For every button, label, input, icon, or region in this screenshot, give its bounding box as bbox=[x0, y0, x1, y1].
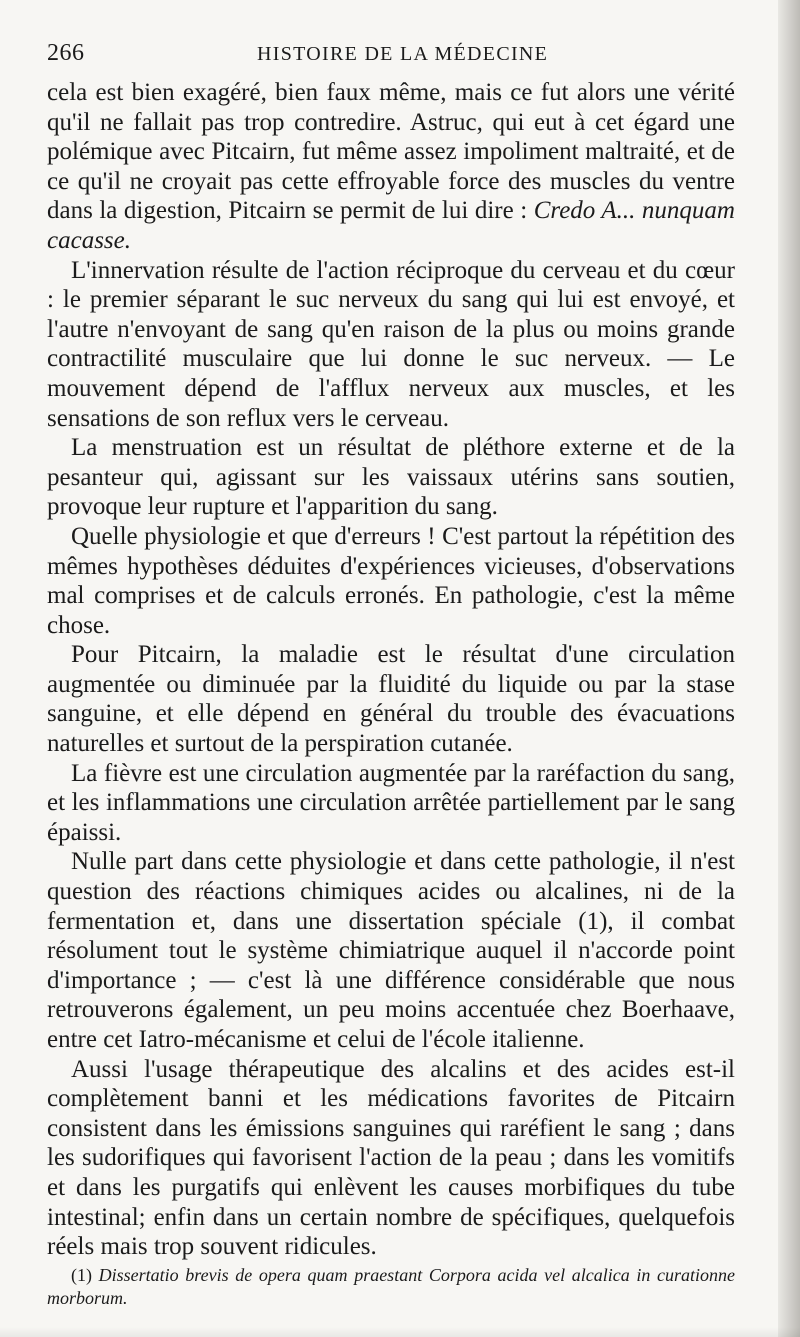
page-header bbox=[47, 40, 735, 70]
footnote-mark: (1) bbox=[71, 1265, 92, 1285]
paragraph-chimie: Nulle part dans cette physiologie et dans cette pathologie, il n'est question des réactions chimiques acides ou alcalines, ni de la fermentation et, dans une dissertation spéciale (1), il combat résolument tout le système chimiatrique auquel il n'accorde point d'importance ; — c'est là une différence considérable que nous retrouverons également, un peu moins accentuée chez Boerhaave, entre cet Iatro-mécanisme et celui de l'école italienne. bbox=[47, 848, 735, 1053]
paragraph-innervation: L'innervation résulte de l'action réciproque du cerveau et du cœur : le premier séparant le suc nerveux du sang qui lui est envoyé, et l'autre n'envoyant de sang qu'en raison de la plus ou moins grande contractilité musculaire que lui donne le suc nerveux. — Le mouvement dépend de l'afflux nerveux aux muscles, et les sensations de son reflux vers le cerveau. bbox=[47, 256, 735, 432]
latin-quote: Credo A... nunquam cacasse. bbox=[47, 197, 735, 254]
paragraph-maladie: Pour Pitcairn, la maladie est le résultat d'une circulation augmentée ou diminuée par la fluidité du liquide ou par la stase sanguine, et elle dépend en général du trouble des évacuations naturelles et surtout de la perspiration cutanée. bbox=[47, 641, 735, 758]
paragraph-therapeutique: Aussi l'usage thérapeutique des alcalins et des acides est-il complètement banni et les médications favorites de Pitcairn consistent dans les émissions sanguines qui raréfient le sang ; dans les sudorifiques qui favorisent l'action de la peau ; dans les vomitifs et dans les purgatifs qui enlèvent les causes morbifiques du tube intestinal; enfin dans un certain nombre de spécifiques, quelquefois réels mais trop souvent ridicules. bbox=[47, 1055, 735, 1261]
footnote bbox=[47, 1264, 735, 1310]
paragraph-fievre: La fièvre est une circulation augmentée par la raréfaction du sang, et les inflammations une circulation arrêtée partiellement par le sang épaissi. bbox=[47, 759, 735, 846]
running-head: HISTOIRE DE LA MÉDECINE bbox=[257, 43, 549, 65]
page-number: 266 bbox=[47, 40, 85, 66]
page-edge bbox=[778, 0, 800, 1337]
footnote-entry bbox=[47, 1264, 735, 1310]
body-text bbox=[47, 78, 735, 1262]
paragraph-astruc bbox=[47, 78, 735, 256]
paragraph-text: cela est bien exagéré, bien faux même, mais ce fut alors une vérité qu'il ne fallait pas trop contredire. Astruc, qui eut à cet égard une polémique avec Pitcairn, fut même assez impoliment maltraité, et de ce qu'il ne croyait pas cette effroyable force des muscles du ventre dans la digestion, Pitcairn se permit de lui dire : bbox=[47, 79, 735, 225]
paragraph-menstruation: La menstruation est un résultat de pléthore externe et de la pesanteur qui, agissant sur les vaissaux utérins sans soutien, provoque leur rupture et l'apparition du sang. bbox=[47, 434, 735, 521]
paragraph-physiologie: Quelle physiologie et que d'erreurs ! C'est partout la répétition des mêmes hypothèses déduites d'expériences vicieuses, d'observations mal comprises et de calculs erronés. En pathologie, c'est la même chose. bbox=[47, 522, 735, 639]
footnote-text: Dissertatio brevis de opera quam praestant Corpora acida vel alcalica in curationne morborum. bbox=[47, 1265, 736, 1308]
page-bottom-shadow bbox=[0, 1327, 800, 1337]
